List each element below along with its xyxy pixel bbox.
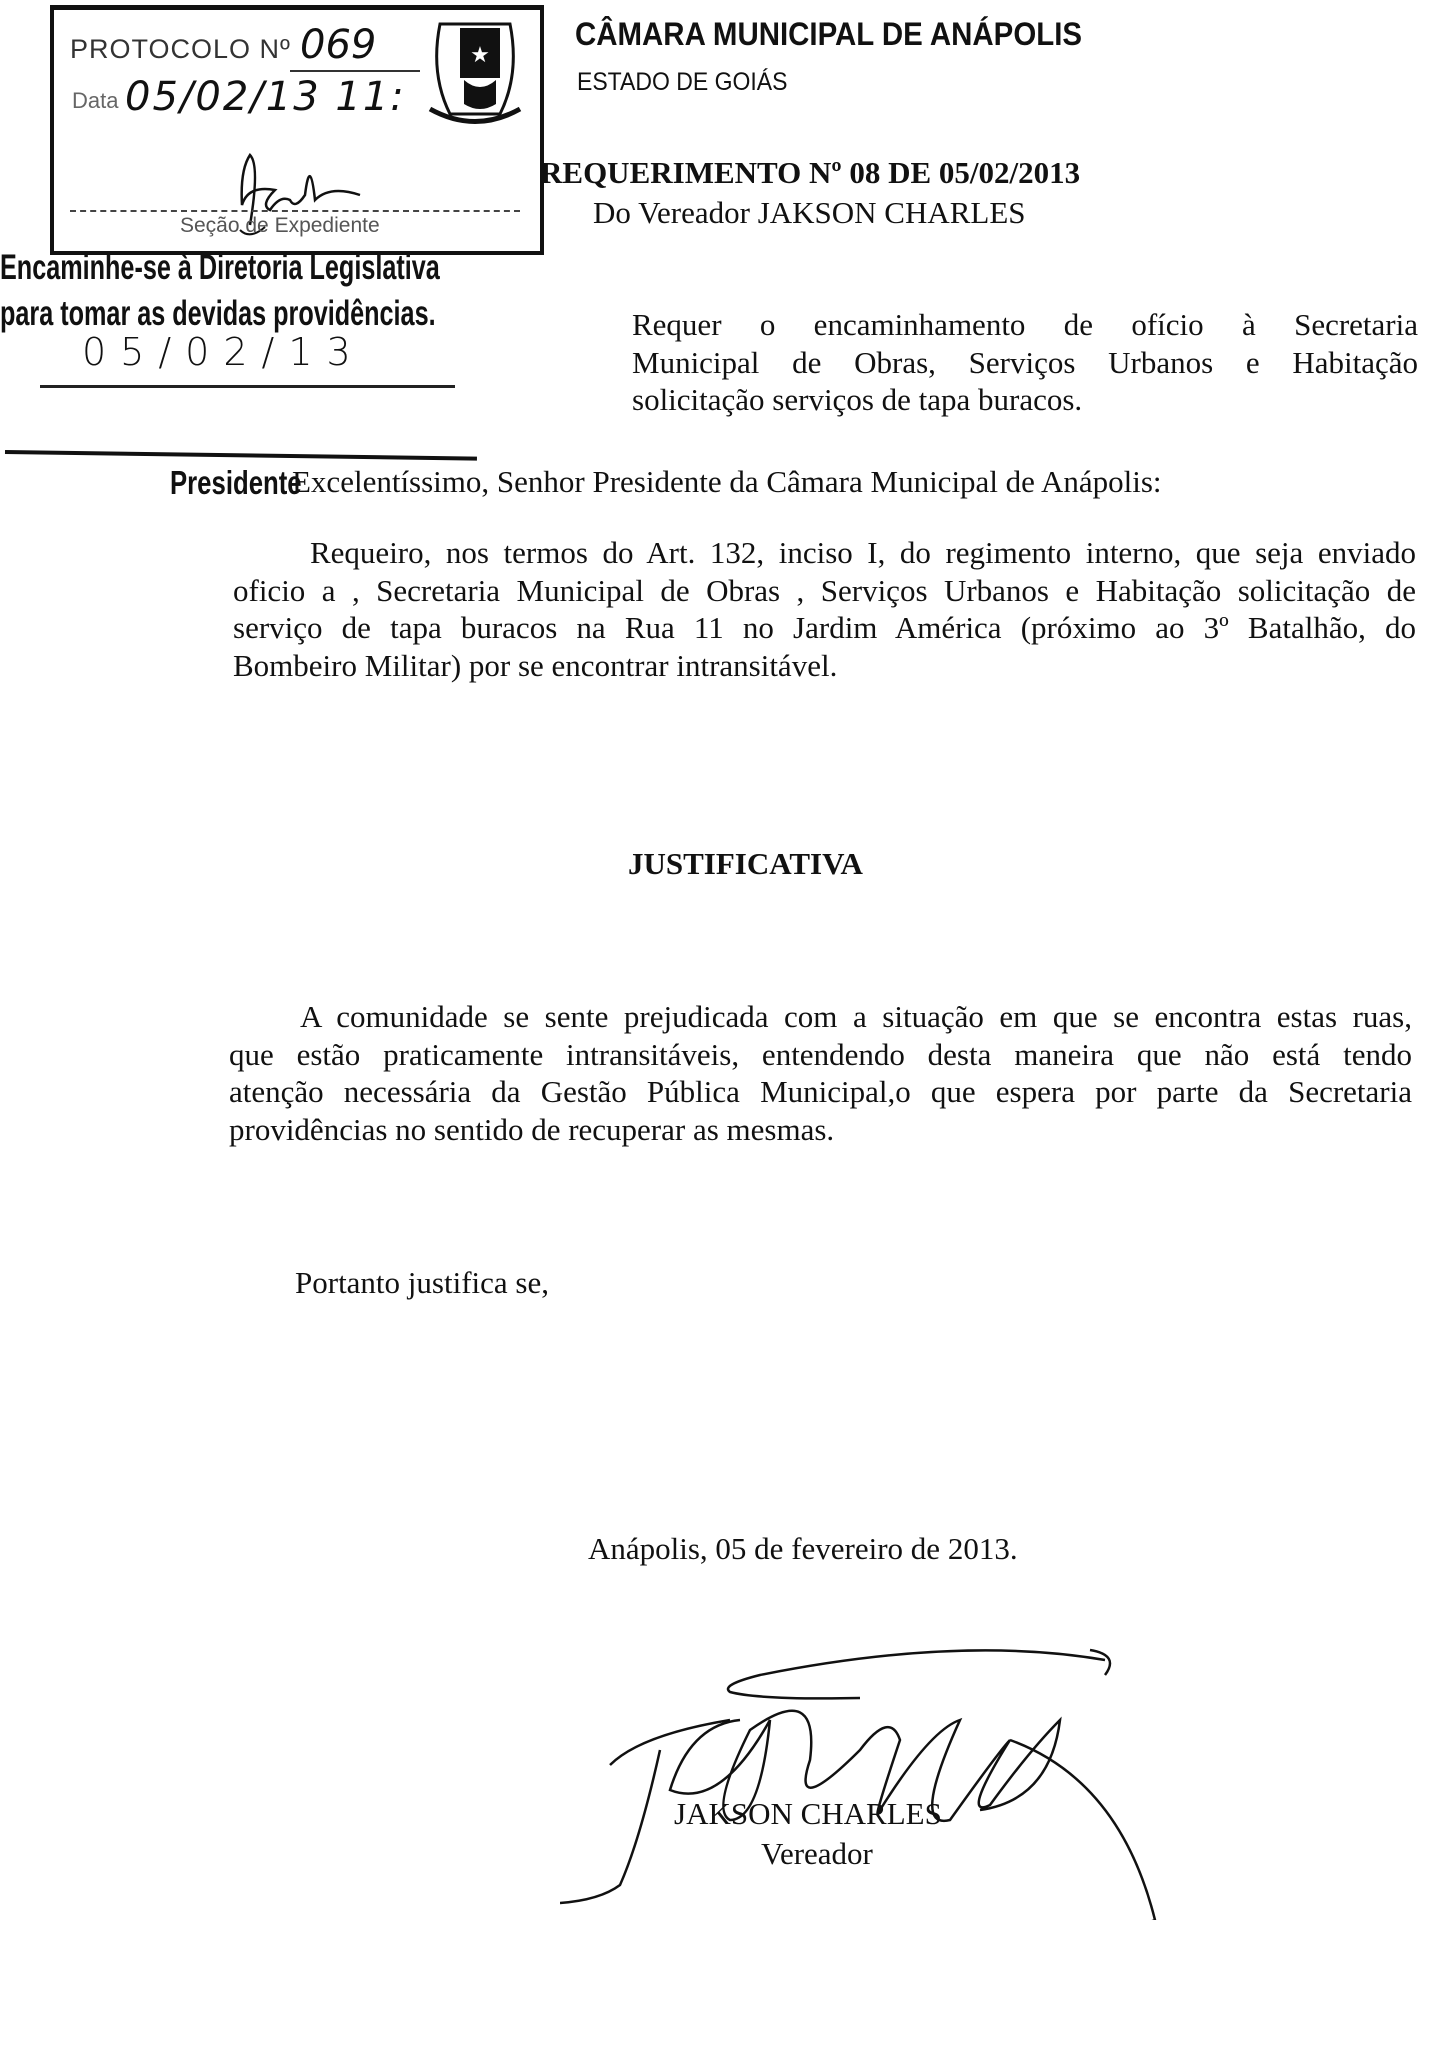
request-line: Requeiro, nos termos do Art. 132, inciso I, do regimento interno, que seja enviado [310, 535, 1416, 570]
justification-paragraph [229, 998, 1412, 1148]
signer-role: Vereador [761, 1836, 873, 1871]
document-author: Do Vereador JAKSON CHARLES [593, 195, 1026, 230]
summary-line: Requer o encaminhamento de ofício à Secretaria [632, 307, 1418, 342]
coat-of-arms-icon [420, 14, 530, 134]
dispatch-date-underline [40, 385, 455, 388]
dispatch-date: 05/02/13 [82, 330, 365, 374]
president-signature-line [5, 450, 477, 461]
request-paragraph [233, 534, 1416, 684]
justification-heading: JUSTIFICATIVA [628, 846, 863, 881]
document-title: REQUERIMENTO Nº 08 DE 05/02/2013 [540, 155, 1081, 190]
request-line: Bombeiro Militar) por se encontrar intransitável. [233, 647, 838, 683]
place-date: Anápolis, 05 de fevereiro de 2013. [588, 1531, 1018, 1566]
request-line: serviço de tapa buracos na Rua 11 no Jardim América (próximo ao 3º Batalhão, do [233, 610, 1416, 645]
justification-line: atenção necessária da Gestão Pública Municipal,o que espera por parte da Secretaria [229, 1074, 1412, 1109]
summary-line: solicitação serviços de tapa buracos. [632, 382, 1083, 417]
protocol-number: 069 [300, 22, 377, 68]
summary-paragraph [632, 306, 1418, 419]
stamp-signature-line [70, 210, 520, 212]
signer-name: JAKSON CHARLES [674, 1796, 942, 1831]
dispatch-line-1: Encaminhe-se à Diretoria Legislativa [0, 248, 440, 287]
justification-line: A comunidade se sente prejudicada com a situação em que se encontra estas ruas, [300, 999, 1412, 1034]
salutation: Excelentíssimo, Senhor Presidente da Câmara Municipal de Anápolis: [292, 464, 1162, 499]
state-name: ESTADO DE GOIÁS [577, 68, 788, 96]
protocol-label: PROTOCOLO Nº [70, 34, 291, 64]
justification-line: providências no sentido de recuperar as mesmas. [229, 1111, 835, 1147]
signature-icon [560, 1630, 1180, 1920]
summary-line: Municipal de Obras, Serviços Urbanos e Habitação [632, 344, 1418, 380]
justification-line: que estão praticamente intransitáveis, entendendo desta maneira que não está tendo [229, 1036, 1412, 1072]
svg-text:★: ★ [470, 43, 490, 68]
date-value: 05/02/13 11: [125, 74, 406, 120]
dispatch-line-2: para tomar as devidas providências. [0, 294, 436, 333]
justification-closing: Portanto justifica se, [295, 1265, 549, 1300]
date-label: Data [72, 88, 119, 113]
president-label: Presidente [170, 464, 302, 501]
request-line: oficio a , Secretaria Municipal de Obras , Serviços Urbanos e Habitação solicitação de [233, 572, 1416, 608]
institution-name: CÂMARA MUNICIPAL DE ANÁPOLIS [575, 16, 1083, 52]
section-label: Seção de Expediente [180, 214, 380, 237]
protocol-number-underline [290, 70, 420, 72]
